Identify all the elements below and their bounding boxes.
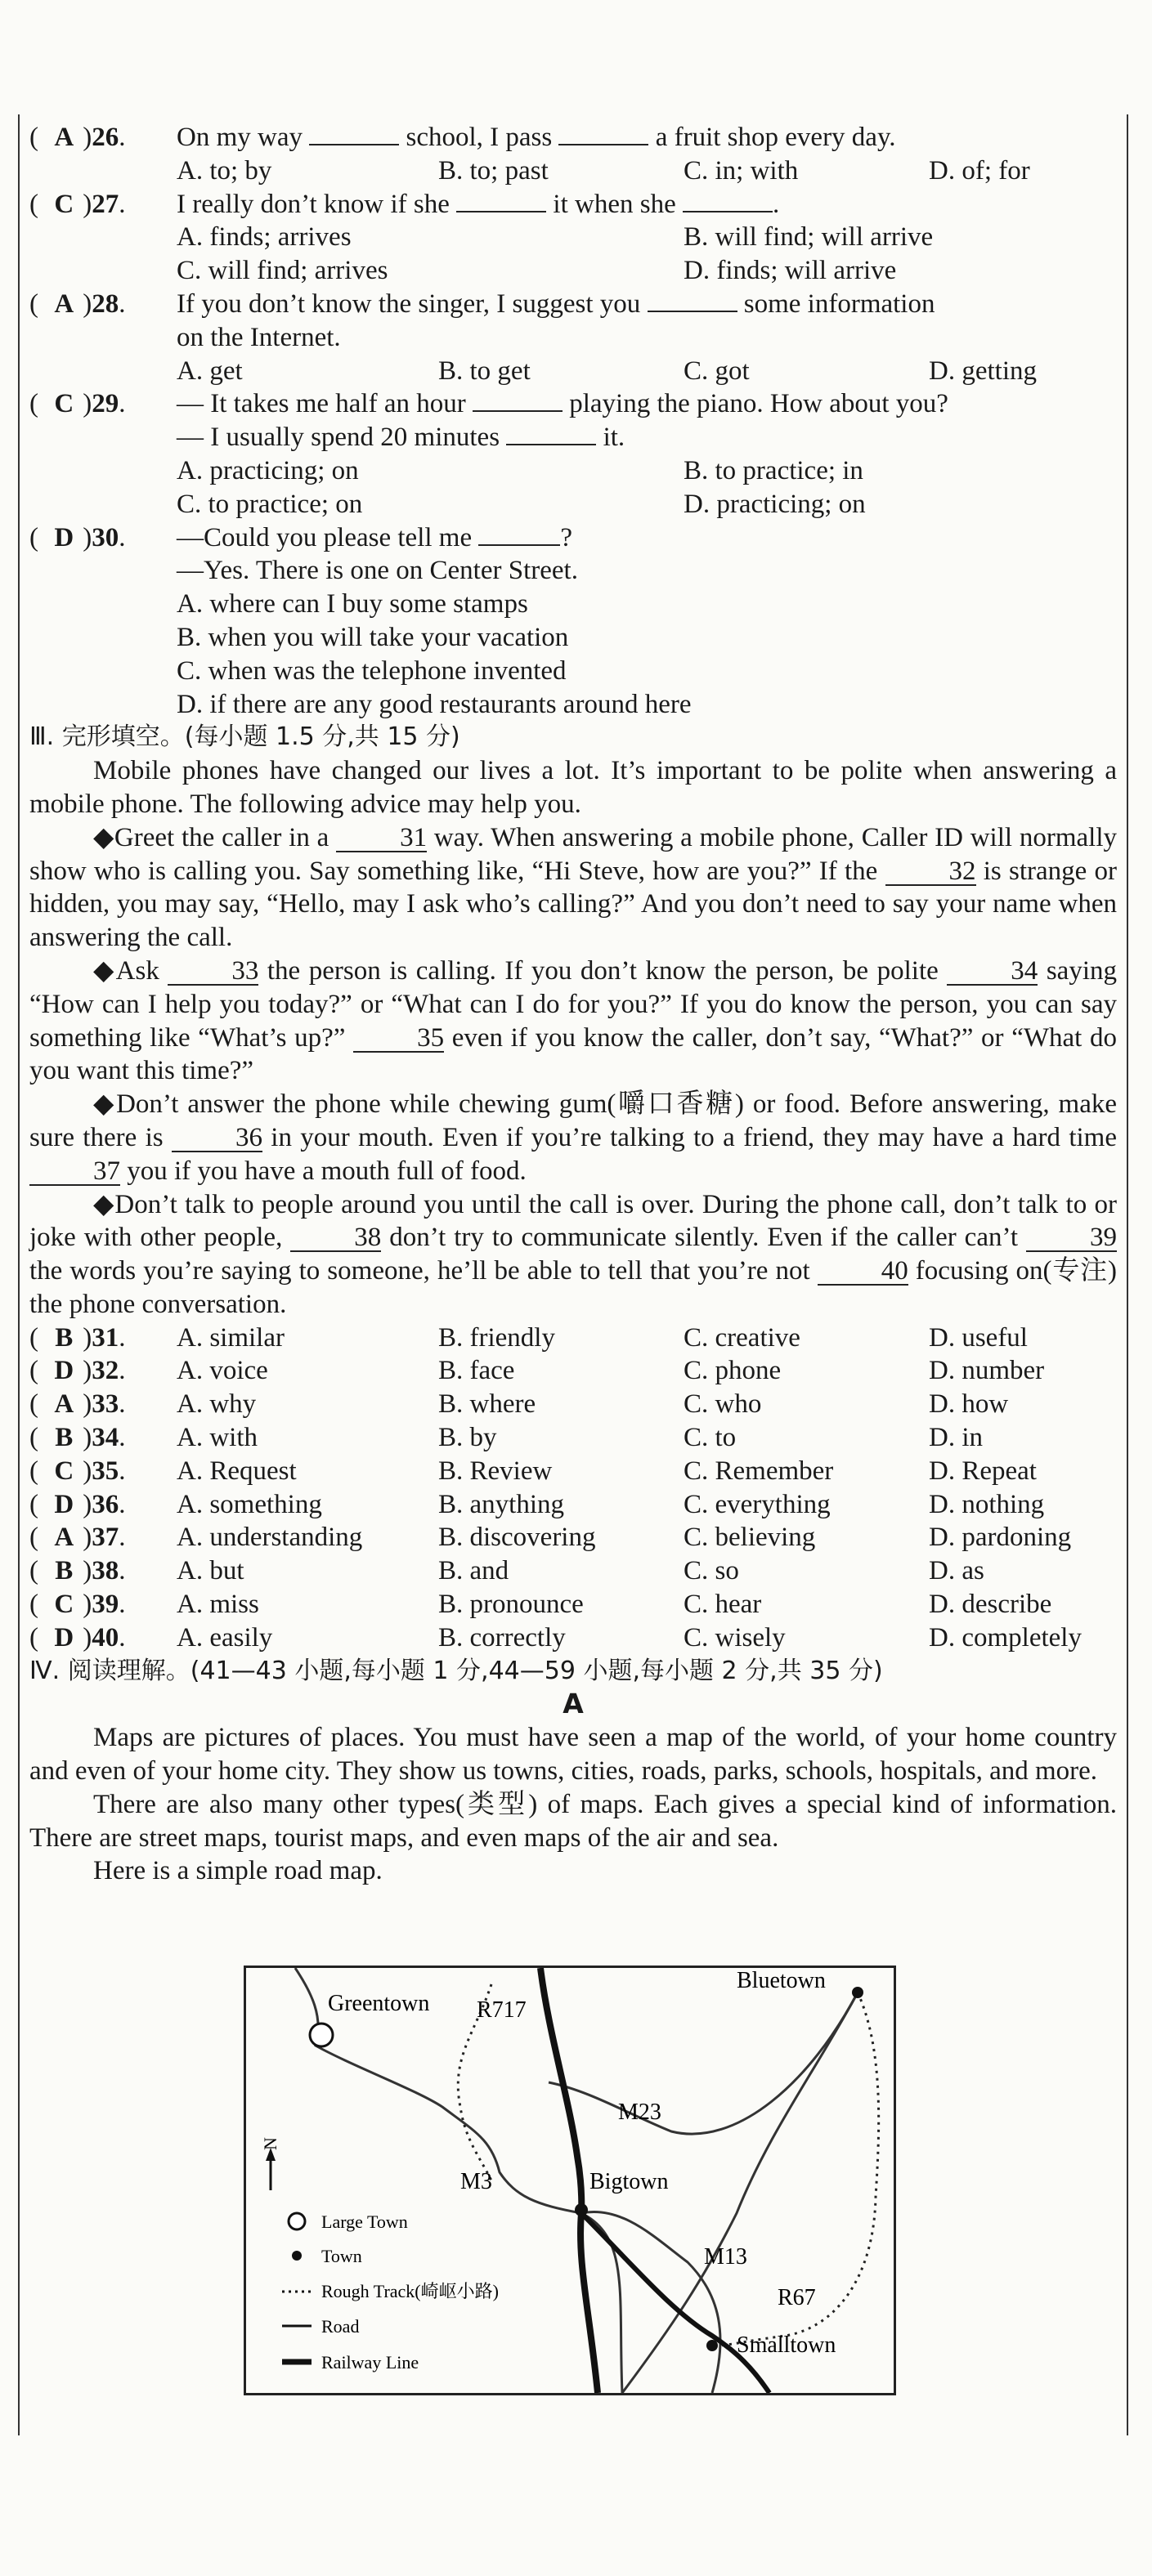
cloze-option: B. pronounce — [438, 1590, 584, 1620]
smalltown-marker — [706, 2340, 718, 2351]
question-27: ( C )27. I really don’t know if she it when she . — [29, 188, 1117, 221]
cloze-option: B. friendly — [438, 1322, 555, 1353]
cloze-question-33: ( A )33. A. why B. where C. who D. how — [29, 1388, 1117, 1421]
road-map-svg — [246, 1968, 894, 2393]
cloze-option: A. Request — [177, 1456, 297, 1486]
bigtown-label: Bigtown — [589, 2169, 669, 2194]
smalltown-label: Smalltown — [737, 2332, 836, 2358]
cloze-question-37: ( A )37. A. understanding B. discovering C. believing D. pardoning — [29, 1521, 1117, 1554]
bigtown-marker — [575, 2203, 588, 2216]
cloze-option: C. who — [684, 1389, 762, 1420]
answer-letter: D — [54, 1622, 74, 1652]
answer-letter: D — [54, 1356, 74, 1386]
svg-text:Rough Track(崎岖小路): Rough Track(崎岖小路) — [321, 2281, 499, 2301]
section-3-heading: Ⅲ. 完形填空。(每小题 1.5 分,共 15 分) — [29, 722, 460, 752]
m13-label: M13 — [704, 2244, 747, 2270]
options-29b: C. to practice; on D. practicing; on — [177, 489, 866, 519]
legend-town-icon — [292, 2251, 302, 2261]
road-m13 — [581, 2212, 720, 2393]
answer-letter: A — [54, 1523, 74, 1553]
bluetown-marker — [852, 1987, 863, 1998]
cloze-question-38: ( B )38. A. but B. and C. so D. as — [29, 1554, 1117, 1588]
cloze-option: C. to — [684, 1423, 737, 1453]
answer-letter: B — [55, 1556, 74, 1586]
cloze-question-34: ( B )34. A. with B. by C. to D. in — [29, 1421, 1117, 1455]
r717-label: R717 — [477, 1997, 527, 2023]
greentown-marker — [310, 2024, 333, 2046]
cloze-question-35: ( C )35. A. Request B. Review C. Remember D. Repeat — [29, 1455, 1117, 1488]
r67-label: R67 — [778, 2285, 816, 2310]
cloze-option: C. believing — [684, 1523, 816, 1553]
cloze-option: A. something — [177, 1489, 322, 1519]
cloze-passage: Mobile phones have changed our lives a lot. It’s important to be polite when answering a mobile phone. The following advice may help you. ◆Greet the caller in a 31 way. When answering a mobile phone, Caller ID will normally show who is calling you. Say something like, “Hi Steve, how are you?” If the 32 is strange or hidden, you may say, “Hello, may I ask who’s calling?” And you don’t need to say your name when answering the call. ◆Ask 33 the person is calling. If you don’t know the person, be polite 34 saying “How can I help you today?” or “What can I do for you?” If you do know the person, you can say something like “What’s up?” 35 even if you know the caller, don’t say, “What?” or “What do you want this time?” ◆Don’t answer the phone while chewing gum(嚼口香糖) or food. Before answering, make sure there is 36 in your mouth. Even if you’re talking to a friend, they may have a hard time 37 you if you have a mouth full of food. ◆Don’t talk to people around you until the call is over. During the phone call, don’t talk to or joke with other people, 38 don’t try to communicate silently. Even if the caller can’t 39 the words you’re saying to someone, he’ll be able to tell that you’re not 40 focusing on(专注) the phone conversation. — [29, 756, 1117, 1319]
railway-branch — [581, 2213, 769, 2393]
answer-letter: C — [54, 189, 74, 219]
cloze-option: B. where — [438, 1389, 536, 1420]
question-28: ( A )28. If you don’t know the singer, I suggest you some information — [29, 288, 1117, 321]
greentown-label: Greentown — [328, 1991, 430, 2016]
answer-letter: A — [54, 123, 74, 152]
options-28: A. get B. to get C. got D. getting — [177, 356, 1037, 386]
road-m23 — [549, 1992, 858, 2134]
cloze-option: A. easily — [177, 1622, 273, 1652]
cloze-option: A. but — [177, 1556, 244, 1586]
cloze-option: D. pardoning — [929, 1523, 1072, 1553]
bluetown-label: Bluetown — [737, 1968, 826, 1993]
answer-letter: C — [54, 1590, 74, 1620]
m23-label: M23 — [618, 2100, 661, 2125]
section-4-heading: Ⅳ. 阅读理解。(41—43 小题,每小题 1 分,44—59 小题,每小题 2 分,共 35 分) — [29, 1656, 883, 1685]
question-26: ( A )26. On my way school, I pass a fruit shop every day. — [29, 121, 1117, 154]
options-27b: C. will find; arrives D. finds; will arrive — [177, 256, 897, 286]
answer-letter: A — [54, 1389, 74, 1420]
cloze-option: C. so — [684, 1556, 739, 1586]
cloze-option: D. Repeat — [929, 1456, 1037, 1486]
left-margin-line — [18, 114, 20, 2435]
answer-letter: C — [54, 1456, 74, 1486]
answer-letter: C — [54, 389, 74, 419]
question-29: ( C )29. — It takes me half an hour playing the piano. How about you? — [29, 387, 1117, 421]
cloze-option: D. describe — [929, 1590, 1052, 1620]
road-map — [244, 1966, 896, 2395]
options-26: A. to; by B. to; past C. in; with D. of; for — [177, 155, 1030, 186]
answer-letter: D — [54, 1489, 74, 1519]
cloze-options-list — [29, 1322, 1117, 1655]
cloze-option: B. correctly — [438, 1622, 566, 1652]
cloze-question-32: ( D )32. A. voice B. face C. phone D. number — [29, 1354, 1117, 1388]
legend-large-town-icon — [289, 2213, 305, 2229]
svg-text:Town: Town — [321, 2246, 362, 2266]
answer-letter: B — [55, 1423, 74, 1453]
cloze-option: A. why — [177, 1389, 257, 1420]
cloze-option: C. hear — [684, 1590, 762, 1620]
cloze-option: B. and — [438, 1556, 509, 1586]
cloze-option: A. similar — [177, 1322, 285, 1353]
cloze-option: A. miss — [177, 1590, 259, 1620]
cloze-question-40: ( D )40. A. easily B. correctly C. wisely D. completely — [29, 1621, 1117, 1655]
cloze-question-36: ( D )36. A. something B. anything C. everything D. nothing — [29, 1488, 1117, 1522]
cloze-option: D. completely — [929, 1622, 1082, 1652]
options-29a: A. practicing; on B. to practice; in — [177, 455, 863, 485]
m3-label: M3 — [460, 2169, 492, 2194]
cloze-option: B. Review — [438, 1456, 553, 1486]
cloze-question-39: ( C )39. A. miss B. pronounce C. hear D. describe — [29, 1588, 1117, 1621]
cloze-option: A. understanding — [177, 1523, 363, 1553]
content: ( A )26. On my way school, I pass a fruit shop every day. A. to; by B. to; past C. in; with D. of; for ( C )27. I really don’t know if she it when she . A. finds; arrives B. will find; will arrive C. will find; arrives D. finds; will arrive ( A )28. If you don’t know the singer, I suggest you some information on the Internet. A. get B. to get C. got D. getting ( C )29. — It takes me half an hour playing the piano. How about you? — I usually spend 20 minutes it. A. practicing; on B. to practice; in C. to practice; on D. practicing; on ( D )30. —Could you please tell me ? —Yes. There is one on Center Street. A. where can I buy some stamps B. when you will take your vacation C. when was the telephone invented D. if there are any good restaurants around here Ⅲ. 完形填空。(每小题 1.5 分,共 15 分) Mobile phones have changed our lives a lot. It’s important to be polite when answering a mobile phone. The following advice may help you. ◆Greet the caller in a 31 way. When answering a mobile phone, Caller ID will normally show who is calling you. Say something like, “Hi Steve, how are you?” If the 32 is strange or hidden, you may say, “Hello, may I ask who’s calling?” And you don’t need to say your name when answering the call. ◆Ask 33 the person is calling. If you don’t know the person, be polite 34 saying “How can I help you today?” or “What can I do for you?” If you do know the person, you can say something like “What’s up?” 35 even if you know the caller, don’t say, “What?” or “What do you want this time?” ◆Don’t answer the phone while chewing gum(嚼口香糖) or food. Before answering, make sure there is 36 in your mouth. Even if you’re talking to a friend, they may have a hard time 37 you if you have a mouth full of food. ◆Don’t talk to people around you until the call is over. During the phone call, don’t talk to or joke with other people, 38 don’t try to communicate silently. Even if the caller can’t 39 the words you’re saying to someone, he’ll be able to tell that you’re not 40 focusing on(专注) the phone conversation. ( B )31. A. similar B. friendly C. creative D. useful ( D )32. A. voice B. face C. phone D. number ( A )33. A. why B. where C. who D. how ( B )34. A. with B. by C. to D. in ( C )35. A. Request B. Review C. Remember D. Repeat ( D )36. A. something B. anything C. everything D. nothing ( A )37. A. understanding B. discovering C. believing D. pardoning ( B )38. A. but B. and C. so D. as ( C )39. A. miss B. pronounce C. hear D. describe ( D )40. A. easily B. correctly C. wisely D. completely Ⅳ. 阅读理解。(41—43 小题,每小题 1 分,44—59 小题,每小题 2 分,共 35 分) A Maps are pictures of places. You must have seen a map of the world, of your home country and even of your home city. They show us towns, cities, roads, parks, schools, hospitals, and more. There are also many other types(类型) of maps. Each gives a special kind of information. There are street maps, tourist maps, and even maps of the air and sea. Here is a simple road map. — [29, 121, 1117, 1888]
cloze-option: B. by — [438, 1423, 497, 1453]
part-a-label: A — [563, 1688, 584, 1720]
cloze-option: D. nothing — [929, 1489, 1045, 1519]
cloze-option: B. face — [438, 1356, 515, 1386]
cloze-option: B. anything — [438, 1489, 564, 1519]
cloze-option: C. wisely — [684, 1622, 786, 1652]
cloze-option: D. number — [929, 1356, 1045, 1386]
north-label: N — [260, 2137, 280, 2150]
cloze-option: D. useful — [929, 1322, 1028, 1353]
cloze-option: B. discovering — [438, 1523, 596, 1553]
cloze-option: A. voice — [177, 1356, 268, 1386]
answer-letter: D — [54, 522, 74, 552]
cloze-option: D. as — [929, 1556, 984, 1586]
cloze-option: D. in — [929, 1423, 983, 1453]
cloze-option: A. with — [177, 1423, 258, 1453]
right-margin-line — [1127, 114, 1128, 2435]
cloze-option: C. Remember — [684, 1456, 834, 1486]
cloze-question-31: ( B )31. A. similar B. friendly C. creative D. useful — [29, 1322, 1117, 1355]
question-30: ( D )30. —Could you please tell me ? — [29, 521, 1117, 555]
svg-text:Large Town: Large Town — [321, 2212, 408, 2232]
cloze-option: C. phone — [684, 1356, 782, 1386]
answer-letter: B — [55, 1322, 74, 1353]
svg-text:Road: Road — [321, 2316, 360, 2337]
svg-text:Railway Line: Railway Line — [321, 2352, 419, 2373]
reading-passage: Maps are pictures of places. You must have seen a map of the world, of your home country and even of your home city. They show us towns, cities, roads, parks, schools, hospitals, and more. There are also many other types(类型) of maps. Each gives a special kind of information. There are street maps, tourist maps, and even maps of the air and sea. Here is a simple road map. — [29, 1723, 1117, 1886]
cloze-option: C. creative — [684, 1322, 800, 1353]
cloze-option: C. everything — [684, 1489, 831, 1519]
options-27a: A. finds; arrives B. will find; will arrive — [177, 222, 934, 253]
cloze-option: D. how — [929, 1389, 1009, 1420]
answer-letter: A — [54, 288, 74, 319]
